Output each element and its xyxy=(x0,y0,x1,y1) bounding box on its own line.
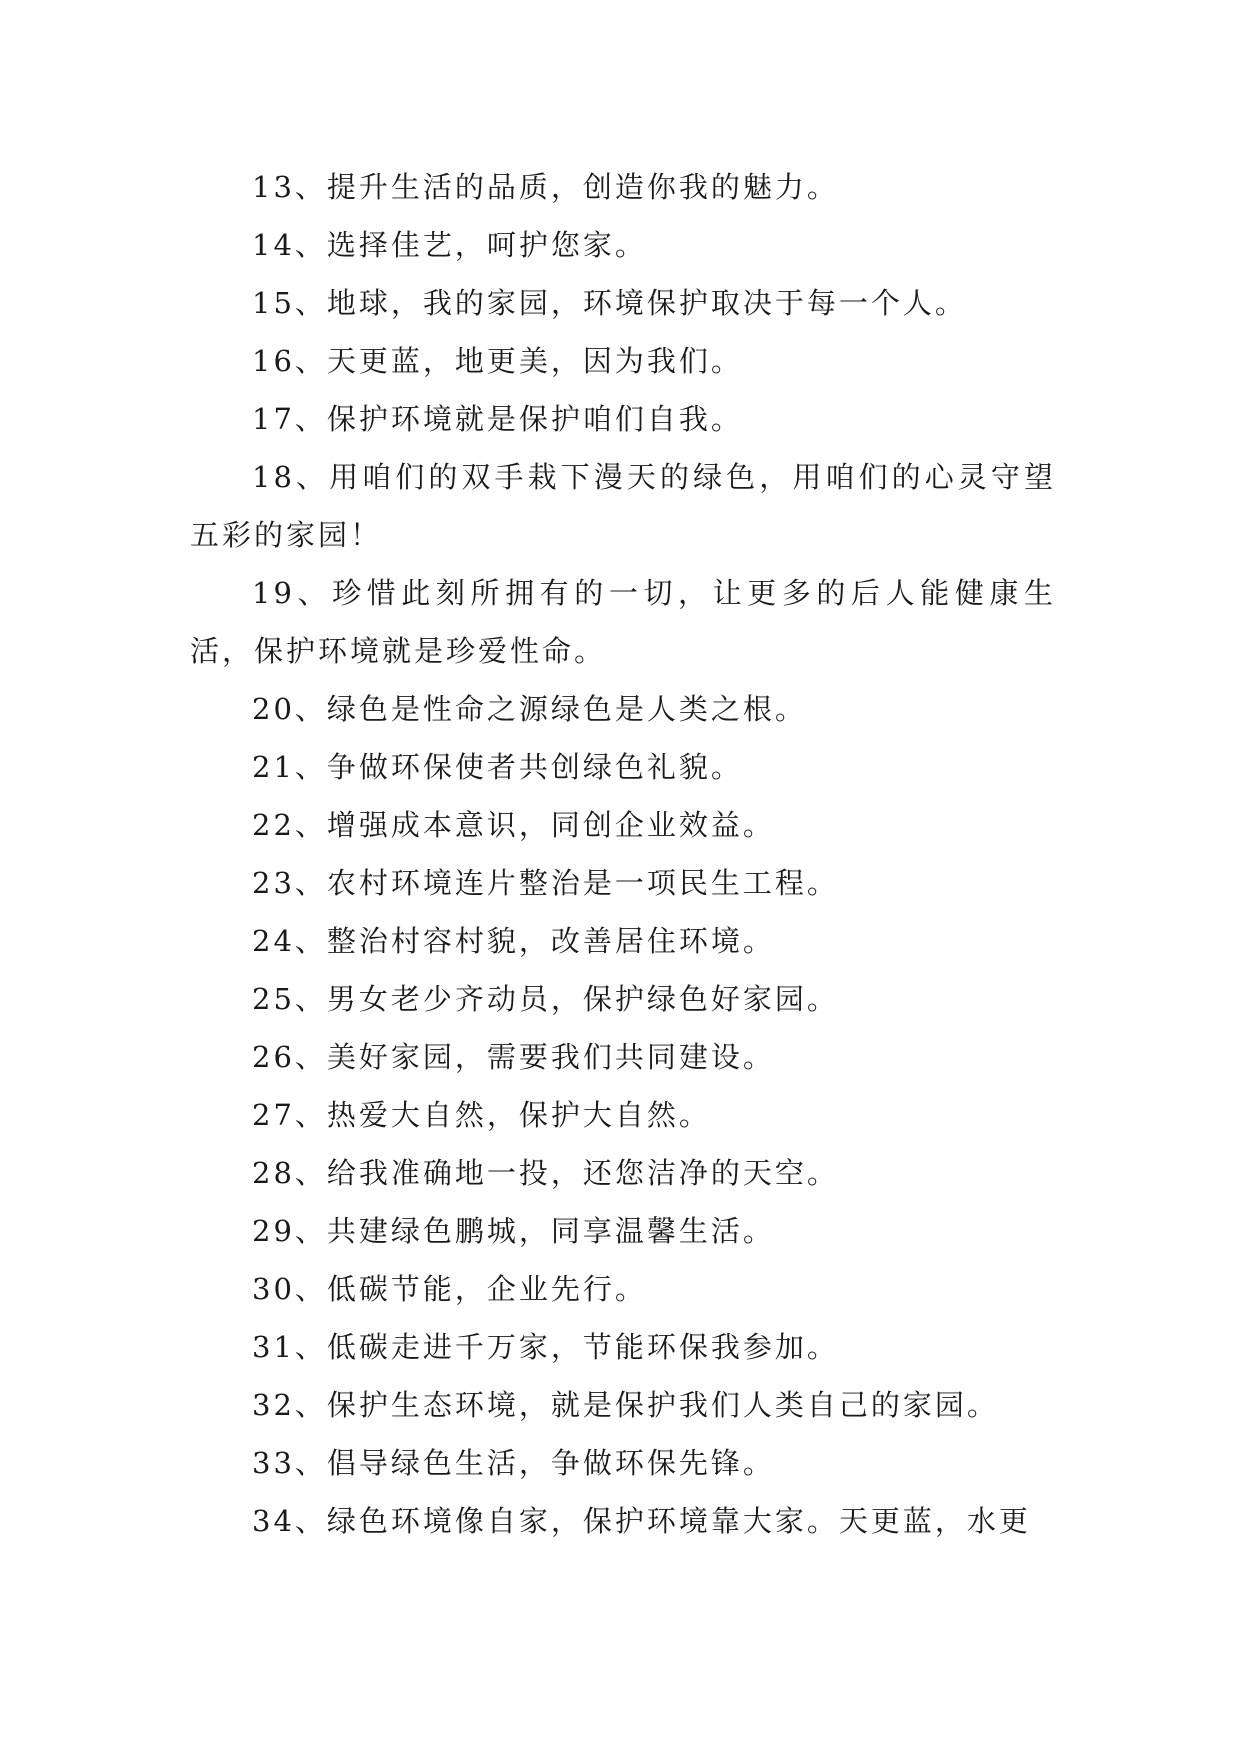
paragraph-31: 31、低碳走进千万家，节能环保我参加。 xyxy=(252,1330,839,1364)
paragraph-22: 22、增强成本意识，同创企业效益。 xyxy=(252,808,775,842)
paragraph-18: 18、用咱们的双手栽下漫天的绿色，用咱们的心灵守望五彩的家园！ xyxy=(190,460,1056,552)
paragraph-16: 16、天更蓝，地更美，因为我们。 xyxy=(252,344,743,378)
paragraph-32: 32、保护生态环境，就是保护我们人类自己的家园。 xyxy=(252,1388,999,1422)
paragraph-14: 14、选择佳艺，呵护您家。 xyxy=(252,228,647,262)
paragraph-21: 21、争做环保使者共创绿色礼貌。 xyxy=(252,750,743,784)
paragraph-26: 26、美好家园，需要我们共同建设。 xyxy=(252,1040,775,1074)
paragraph-15: 15、地球，我的家园，环境保护取决于每一个人。 xyxy=(252,286,967,320)
paragraph-30: 30、低碳节能，企业先行。 xyxy=(252,1272,647,1306)
paragraph-19: 19、珍惜此刻所拥有的一切，让更多的后人能健康生活，保护环境就是珍爱性命。 xyxy=(190,576,1056,668)
paragraph-27: 27、热爱大自然，保护大自然。 xyxy=(252,1098,711,1132)
paragraph-33: 33、倡导绿色生活，争做环保先锋。 xyxy=(252,1446,775,1480)
paragraph-34: 34、绿色环境像自家，保护环境靠大家。天更蓝，水更 xyxy=(252,1504,1031,1538)
paragraph-28: 28、给我准确地一投，还您洁净的天空。 xyxy=(252,1156,839,1190)
document-body xyxy=(190,158,1056,1550)
paragraph-25: 25、男女老少齐动员，保护绿色好家园。 xyxy=(252,982,839,1016)
paragraph-20: 20、绿色是性命之源绿色是人类之根。 xyxy=(252,692,807,726)
paragraph-24: 24、整治村容村貌，改善居住环境。 xyxy=(252,924,775,958)
paragraph-13: 13、提升生活的品质，创造你我的魅力。 xyxy=(252,170,839,204)
paragraph-29: 29、共建绿色鹏城，同享温馨生活。 xyxy=(252,1214,775,1248)
paragraph-23: 23、农村环境连片整治是一项民生工程。 xyxy=(252,866,839,900)
paragraph-17: 17、保护环境就是保护咱们自我。 xyxy=(252,402,743,436)
